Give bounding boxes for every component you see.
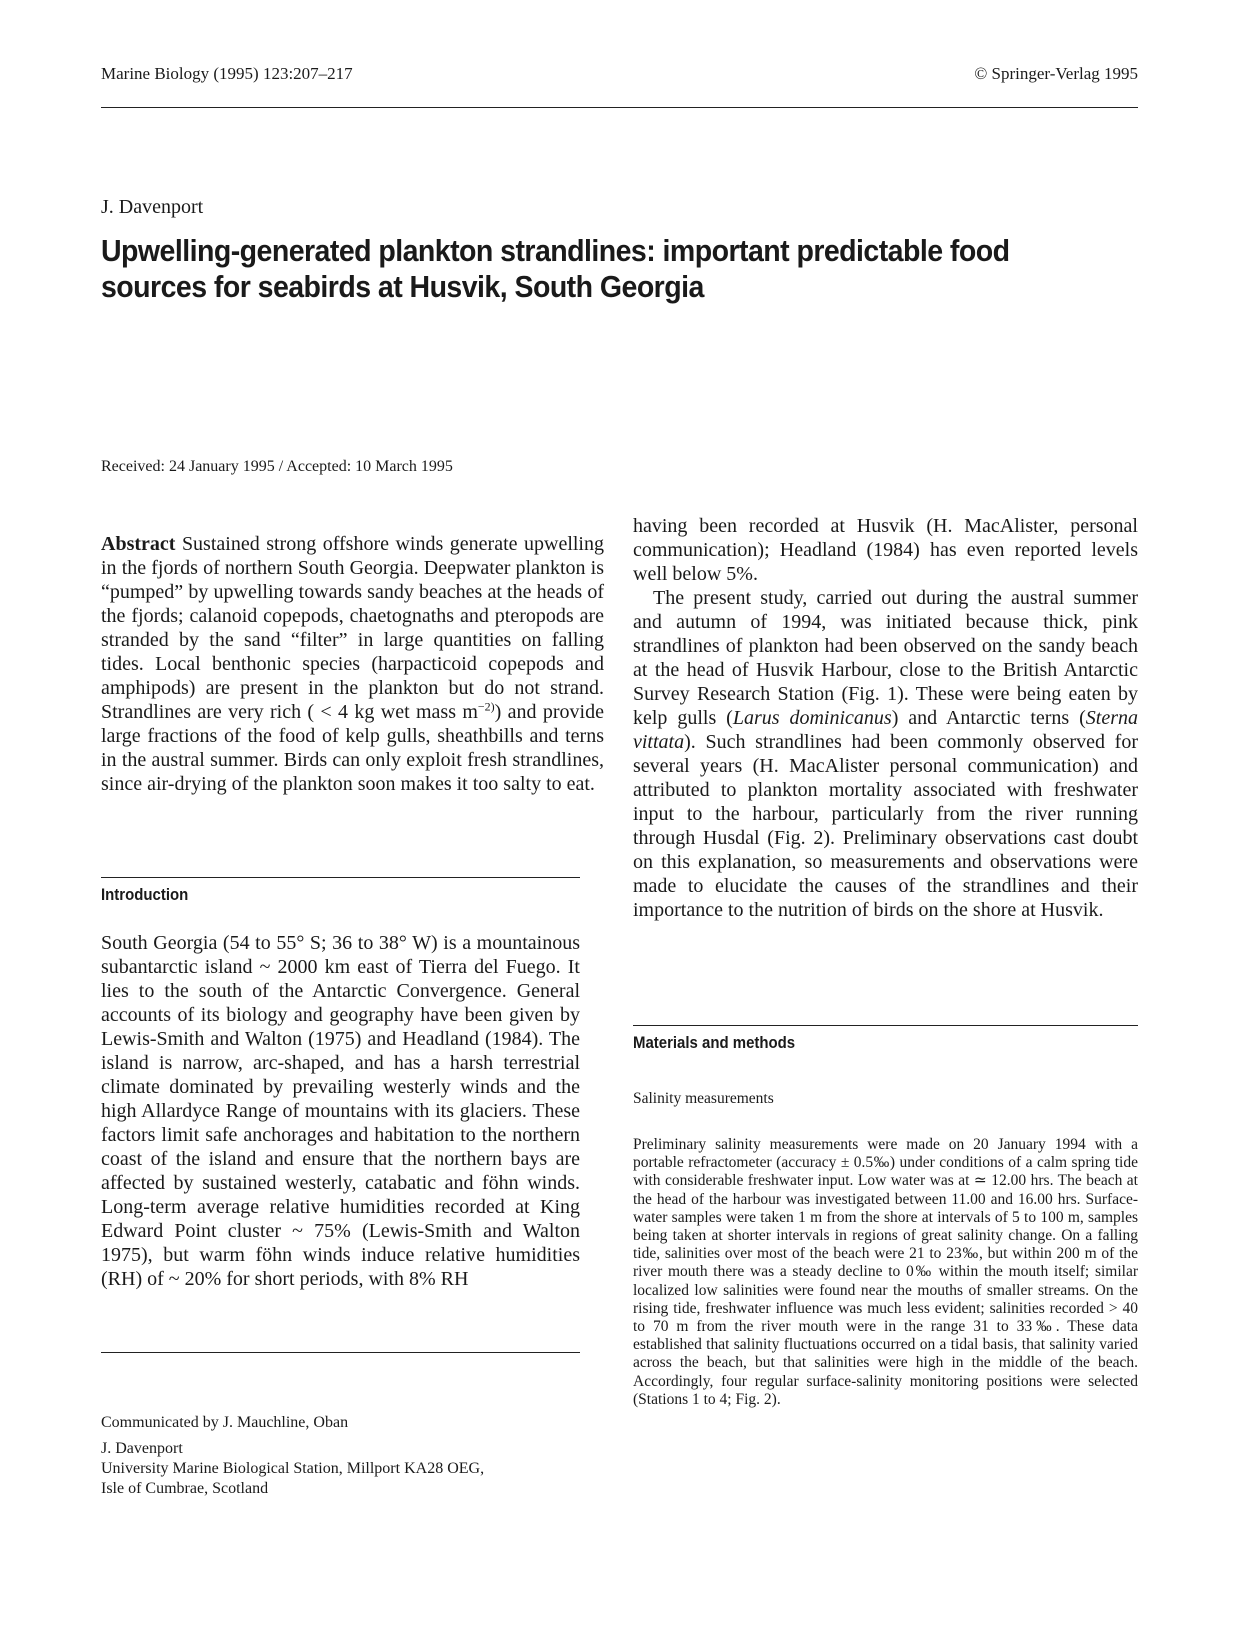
introduction-paragraph: South Georgia (54 to 55° S; 36 to 38° W) is a mountainous subantarctic island ~ 2000 km east of Tierra del Fuego. It lies to the south of the Antarctic Convergence. General accounts of its biology and geography have been given by Lewis-Smith and Walton (1975) and Headland (1984). The island is narrow, arc-shaped, and has a harsh terrestrial climate dominated by prevailing westerly winds and the high Allardyce Range of mountains with its glaciers. These factors limit safe anchorages and habitation to the northern coast of the island and ensure that the northern bays are affected by sustained westerly, catabatic and föhn winds. Long-term average relative humidities recorded at King Edward Point cluster ~ 75% (Lewis-Smith and Walton 1975), but warm föhn winds induce relative humidities (RH) of ~ 20% for short periods, with 8% RH (101, 932, 580, 1290)
affiliation-line-2: Isle of Cumbrae, Scotland (101, 1480, 269, 1497)
p2-text-2: ) and Antarctic terns ( (891, 707, 1086, 729)
species-sterna: Sterna vittata (633, 707, 1139, 753)
affiliation-line-1: University Marine Biological Station, Millport KA28 OEG, (101, 1460, 485, 1477)
journal-citation: Marine Biology (1995) 123:207–217 (101, 64, 353, 83)
methods-paragraph: Preliminary salinity measurements were made on 20 January 1994 with a portable refractometer (accuracy ± 0.5‰) under conditions of a calm spring tide with considerable freshwater input. Low water was at ≃ 12.00 hrs. The beach at the head of the harbour was investigated between 11.00 and 16.00 hrs. Surface-water samples were taken 1 m from the shore at intervals of 5 to 100 m, samples being taken at shorter intervals in regions of great salinity change. On a falling tide, salinities over most of the beach were 21 to 23‰, but within 200 m of the river mouth there was a steady decline to 0‰ within the mouth itself; similar localized low salinities were found near the mouths of smaller streams. On the rising tide, freshwater influence was much less evident; salinities recorded > 40 to 70 m from the river mouth were in the range 31 to 33‰. These data established that salinity fluctuations occurred on a tidal basis, that salinity varied across the beach, but that salinities were high in the middle of the beach. Accordingly, four regular surface-salinity monitoring positions were selected (Stations 1 to 4; Fig. 2). (633, 1136, 1138, 1408)
methods-body (633, 1136, 1138, 1409)
abstract-paragraph (101, 532, 604, 796)
continuation-paragraph: having been recorded at Husvik (H. MacAlister, personal communication); Headland (1984) has even reported levels well below 5%. (633, 515, 1138, 585)
communicated-by: Communicated by J. Mauchline, Oban (101, 1414, 349, 1431)
footnote-rule (101, 1352, 580, 1353)
abstract-text-1: Sustained strong offshore winds generate upwelling in the fjords of northern South Georgia. Deepwater plankton is “pumped” by upwelling towards sandy beaches at the heads of the fjords; calanoid copepods, chaetognaths and pteropods are stranded by the sand “filter” in large quantities on falling tides. Local benthonic species (harpacticoid copepods and amphipods) are present in the plankton but do not strand. Strandlines are very rich ( < 4 kg wet mass m (101, 533, 604, 723)
author-name: J. Davenport (101, 196, 204, 218)
article-title (101, 233, 1058, 305)
abstract-label: Abstract (101, 533, 176, 555)
copyright-notice: © Springer-Verlag 1995 (974, 64, 1138, 83)
section-rule (633, 1025, 1138, 1026)
title-line-1: Upwelling-generated plankton strandlines: important predictable food (101, 233, 1010, 268)
methods-heading: Materials and methods (633, 1033, 796, 1052)
section-rule (101, 877, 580, 878)
title-line-2: sources for seabirds at Husvik, South Georgia (101, 269, 704, 304)
p2-text-3: ). Such strandlines had been commonly observed for several years (H. MacAlister personal communication) and attributed to plankton mortality associated with freshwater input to the harbour, particularly from the river running through Husdal (Fig. 2). Preliminary observations cast doubt on this explanation, so measurements and observations were made to elucidate the causes of the strandlines and their importance to the nutrition of birds on the shore at Husvik. (633, 731, 1138, 921)
species-larus: Larus dominicanus (732, 707, 892, 729)
salinity-subheading: Salinity measurements (633, 1090, 774, 1107)
running-head (101, 64, 1138, 88)
abstract-text-2: ) and provide large fractions of the food of kelp gulls, sheathbills and terns in the austral summer. Birds can only exploit fresh strandlines, since air-drying of the plankton soon makes it too salty to eat. (101, 701, 604, 795)
received-accepted-dates: Received: 24 January 1995 / Accepted: 10 March 1995 (101, 458, 453, 475)
right-column-text (633, 514, 1138, 922)
abstract-superscript: −2) (477, 699, 495, 714)
header-rule (101, 107, 1138, 108)
p2-text-1: The present study, carried out during the austral summer and autumn of 1994, was initiated because thick, pink strandlines of plankton had been observed on the sandy beach at the head of Husvik Harbour, close to the British Antarctic Survey Research Station (Fig. 1). These were being eaten by kelp gulls ( (633, 587, 1138, 729)
footnote (101, 1413, 604, 1499)
introduction-heading: Introduction (101, 885, 189, 904)
introduction-body (101, 931, 580, 1291)
abstract (101, 532, 604, 796)
footnote-author: J. Davenport (101, 1440, 183, 1457)
present-study-paragraph (633, 586, 1138, 922)
